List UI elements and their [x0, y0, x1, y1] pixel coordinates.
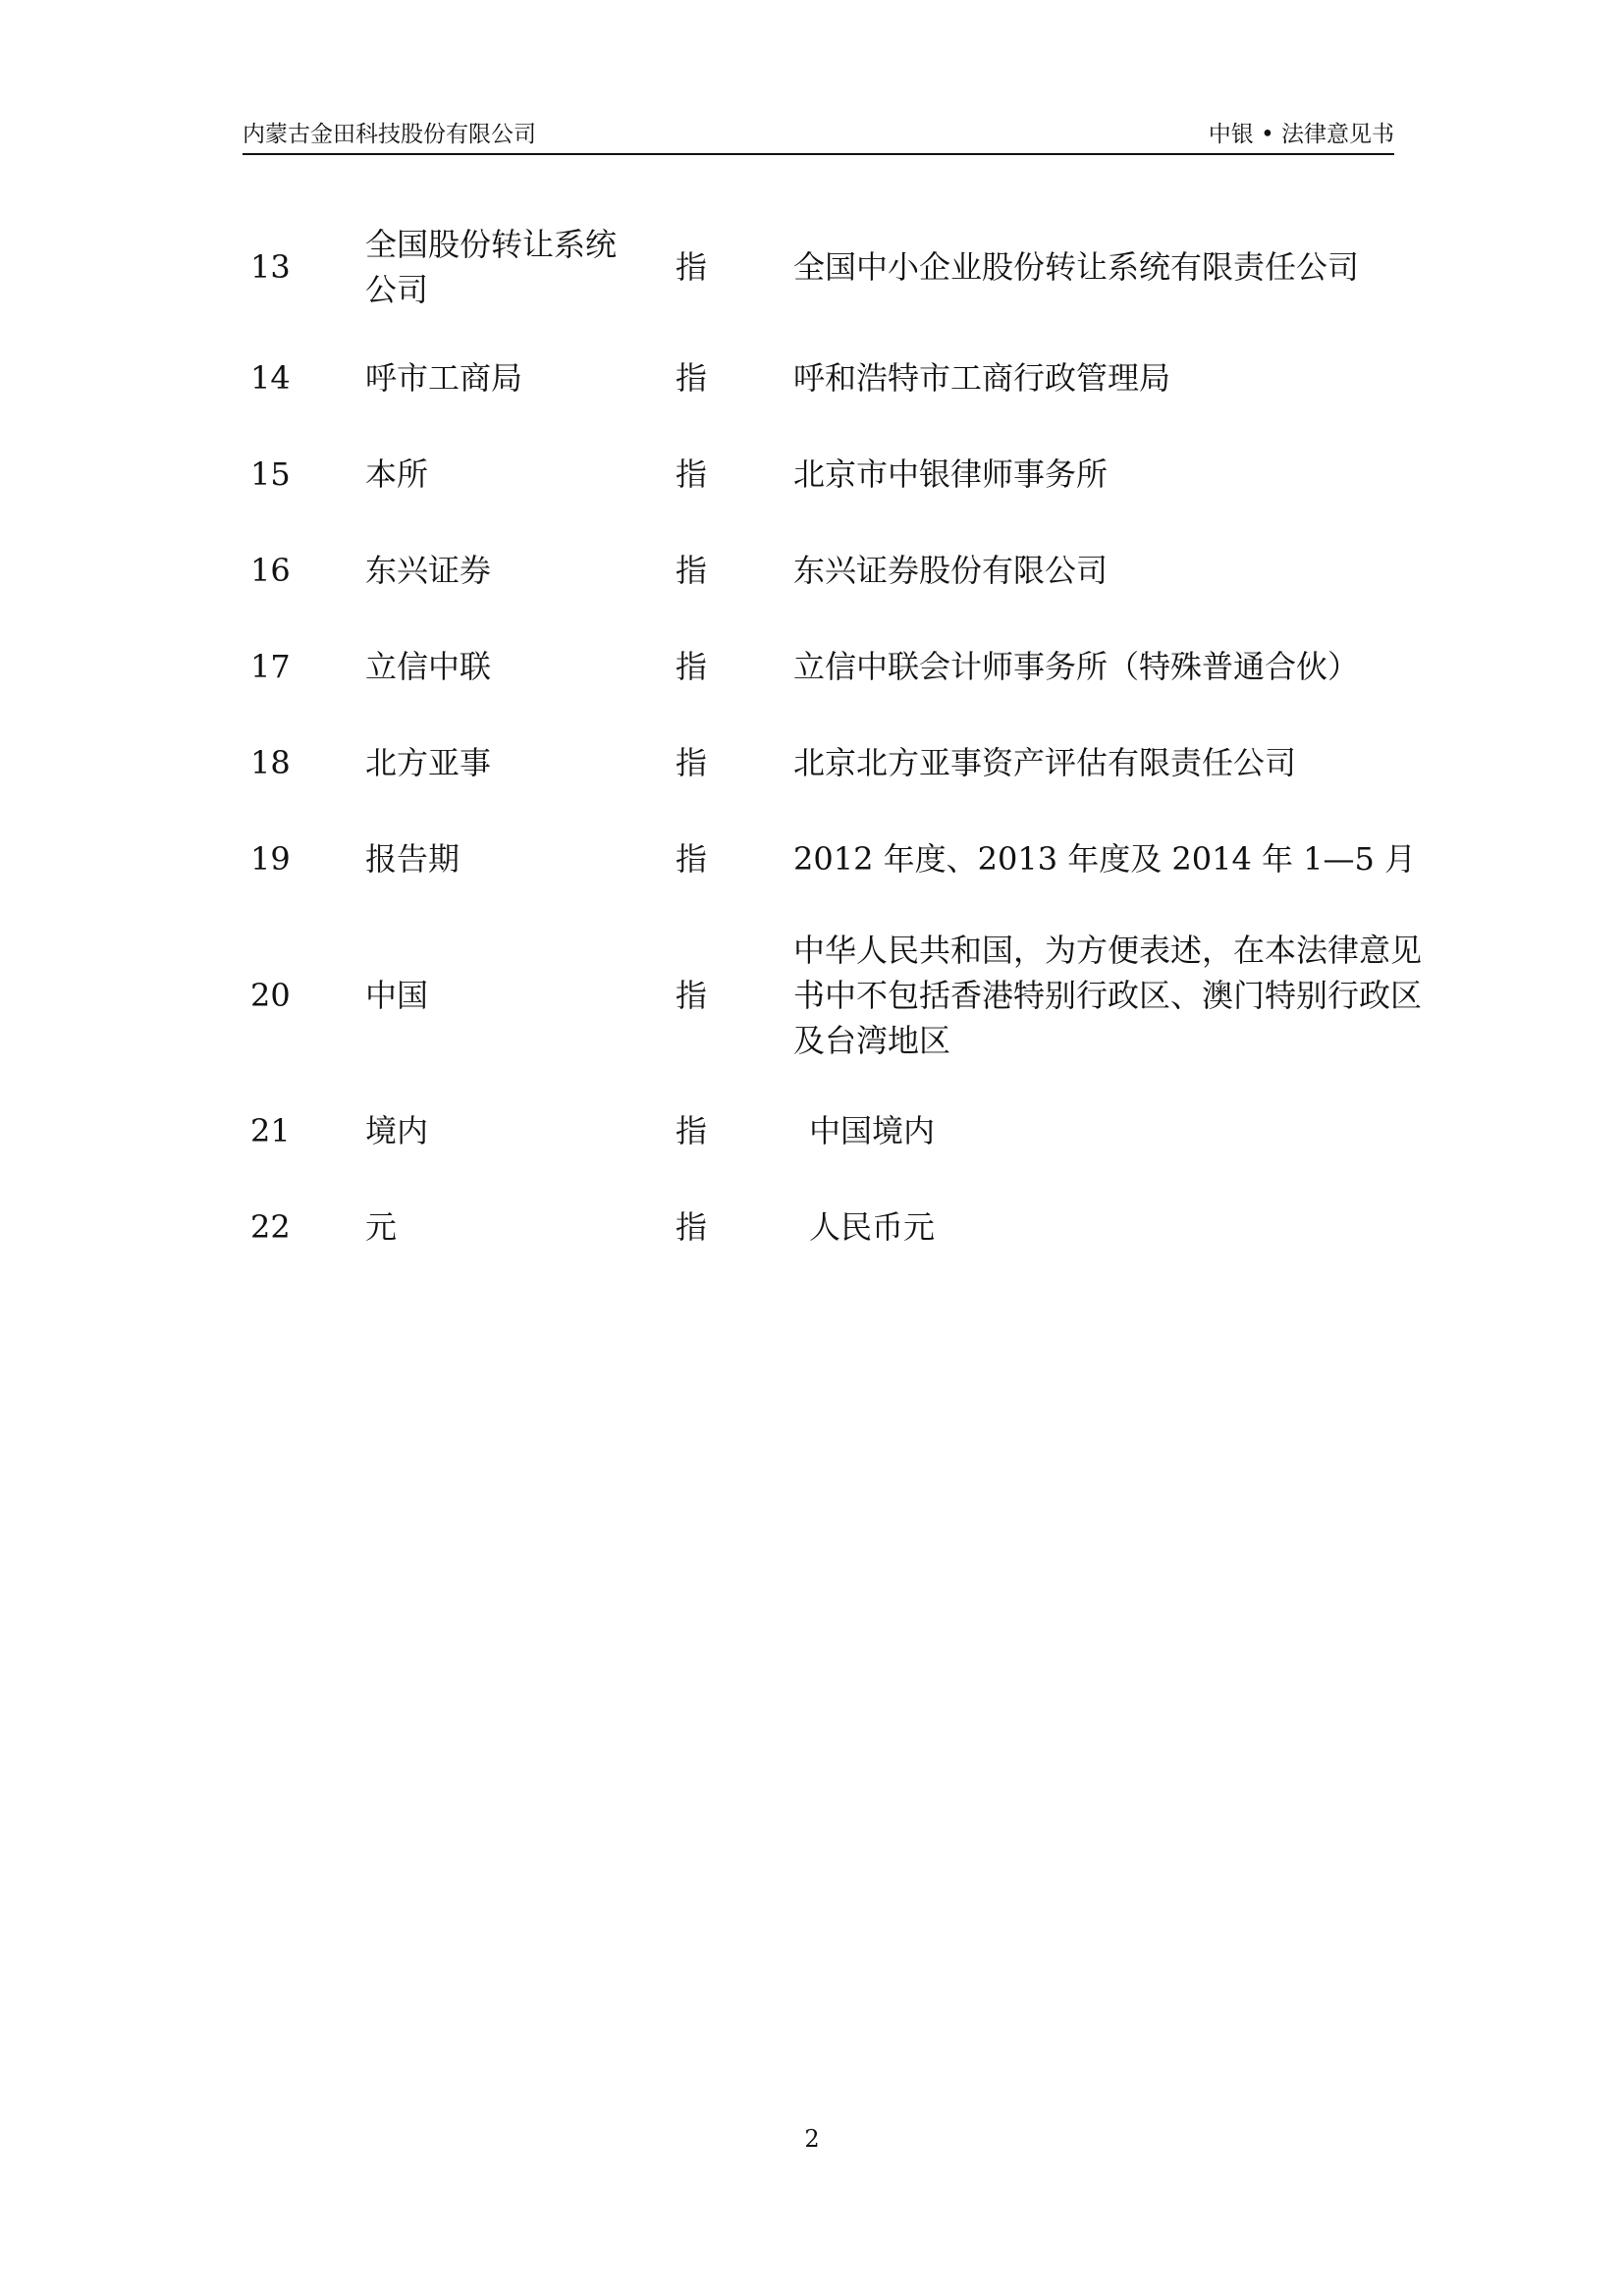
page-header [243, 116, 1394, 151]
row-definition: 2012 年度、2013 年度及 2014 年 1—5 月 [793, 840, 1417, 878]
row-definition: 呼和浩特市工商行政管理局 [793, 359, 1171, 397]
row-definition: 东兴证券股份有限公司 [793, 552, 1109, 589]
row-zhi: 指 [676, 744, 708, 781]
row-term: 本所 [365, 455, 429, 493]
row-zhi: 指 [676, 1112, 708, 1149]
page-number: 2 [804, 2125, 820, 2153]
row-term: 元 [365, 1208, 398, 1246]
row-number: 20 [250, 977, 291, 1014]
row-number: 18 [250, 744, 291, 781]
row-term: 全国股份转让系统公司 [365, 226, 618, 308]
header-doc-title: 中银 • 法律意见书 [1208, 122, 1394, 147]
row-definition: 中国境内 [809, 1112, 936, 1149]
row-term: 北方亚事 [365, 744, 492, 781]
row-zhi: 指 [676, 248, 708, 286]
row-number: 14 [250, 359, 291, 397]
row-number: 15 [250, 455, 291, 493]
row-definition: 中华人民共和国，为方便表述，在本法律意见书中不包括香港特别行政区、澳门特别行政区及台湾地区 [793, 932, 1423, 1059]
row-term: 报告期 [365, 840, 460, 878]
row-definition: 北京北方亚事资产评估有限责任公司 [793, 744, 1297, 781]
row-definition: 立信中联会计师事务所（特殊普通合伙） [793, 648, 1360, 685]
row-number: 13 [250, 248, 291, 286]
row-number: 21 [250, 1112, 291, 1149]
header-rule [243, 153, 1394, 155]
row-zhi: 指 [676, 648, 708, 685]
row-zhi: 指 [676, 1208, 708, 1246]
row-term: 境内 [365, 1112, 429, 1149]
row-zhi: 指 [676, 977, 708, 1014]
row-definition: 北京市中银律师事务所 [793, 455, 1109, 493]
row-definition: 全国中小企业股份转让系统有限责任公司 [793, 248, 1360, 286]
header-company: 内蒙古金田科技股份有限公司 [243, 122, 536, 147]
row-number: 19 [250, 840, 291, 878]
row-zhi: 指 [676, 840, 708, 878]
row-zhi: 指 [676, 359, 708, 397]
row-number: 16 [250, 552, 291, 589]
row-number: 22 [250, 1208, 291, 1246]
row-term: 东兴证券 [365, 552, 492, 589]
row-definition: 人民币元 [809, 1208, 936, 1246]
row-term: 立信中联 [365, 648, 492, 685]
row-number: 17 [250, 648, 291, 685]
row-term: 呼市工商局 [365, 359, 523, 397]
row-term: 中国 [365, 977, 429, 1014]
row-zhi: 指 [676, 552, 708, 589]
row-zhi: 指 [676, 455, 708, 493]
